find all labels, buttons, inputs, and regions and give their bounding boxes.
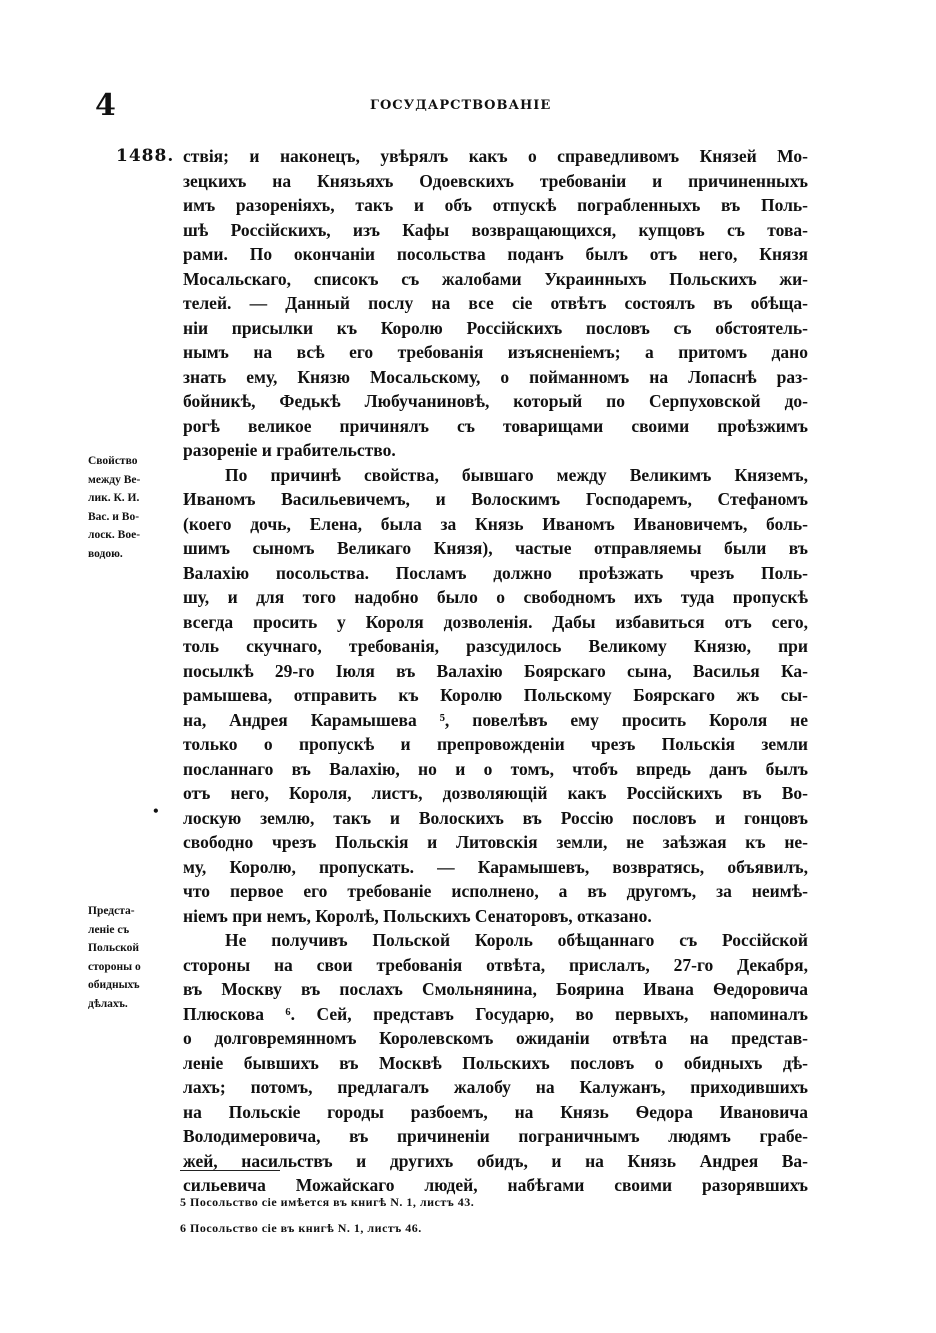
body-line: Володимеровича, въ причиненіи пограничнымъ людямъ грабе- <box>183 1126 808 1146</box>
body-line: на Польскіе городы разбоемъ, на Князь Ѳедора Ивановича <box>183 1101 808 1122</box>
margin-note-line: между Ве- <box>88 473 141 486</box>
body-line: Мосальскаго, списокъ съ жалобами Украинныхъ Польскихъ жи- <box>183 268 808 289</box>
margin-bullet: • <box>152 804 160 818</box>
body-line: на, Андрея Карамышева ⁵, повелѣвъ ему просить Короля не <box>183 709 808 730</box>
body-line: нымъ на всѣ его требованія изъясненіемъ; а притомъ дано <box>183 342 808 362</box>
body-line: сильевича Можайскаго людей, набѣгами своими разорявшихъ <box>183 1175 808 1195</box>
body-line: рогѣ великое причинялъ съ товарищами своими проѣзжимъ <box>183 415 808 436</box>
body-line: стороны на свои требованія отвѣта, прислалъ, 27-го Декабря, <box>183 954 808 975</box>
body-line: отъ него, Короля, листъ, дозволяющій какъ Россійскихъ въ Во- <box>183 783 808 803</box>
body-line: Валахію посольства. Посламъ должно проѣзжать чрезъ Поль- <box>183 562 808 583</box>
margin-note-line: Свойство <box>88 455 138 467</box>
body-line: посланнаго въ Валахію, но и о томъ, чтобъ впредь данъ былъ <box>183 758 808 779</box>
body-line: По причинѣ свойства, бывшаго между Великимъ Княземъ, <box>225 464 808 485</box>
margin-note-line: дѣлахъ. <box>88 997 128 1010</box>
body-line: (коего дочь, Елена, была за Князь Иваномъ Ивановичемъ, боль- <box>183 513 808 534</box>
margin-note-line: лик. К. И. <box>88 492 140 504</box>
footnote-5: 5 Посольство сіе имѣется въ книгѣ N. 1, листъ 43. <box>180 1195 475 1209</box>
margin-note-line: водою. <box>88 547 123 560</box>
body-line: разореніе и грабительство. <box>183 440 396 460</box>
footnote-6: 6 Посольство сіе въ книгѣ N. 1, листъ 46. <box>180 1221 422 1235</box>
body-line: ніемъ при немъ, Королѣ, Польскихъ Сенаторовъ, отказано. <box>183 905 652 926</box>
body-line: зецкихъ на Князьяхъ Одоевскихъ требованіи и причиненныхъ <box>183 170 808 191</box>
page-number: 4 <box>95 88 116 123</box>
body-line: шу, и для того надобно было о свободномъ ихъ туда пропускѣ <box>183 587 808 607</box>
body-line: Не получивъ Польской Король обѣщаннаго съ Россійской <box>225 930 808 950</box>
year-marker: 1488. <box>116 146 175 166</box>
body-line: лоскую землю, такъ и Волоскихъ въ Россію пословъ и гонцовъ <box>183 807 808 828</box>
body-line: леніе бывшихъ въ Москвѣ Польскихъ пословъ о обидныхъ дѣ- <box>183 1052 808 1073</box>
body-line: имъ разореніяхъ, такъ и объ отпускѣ пограбленныхъ въ Поль- <box>183 195 808 215</box>
body-line: му, Королю, пропускать. — Карамышевъ, возвратясь, объявилъ, <box>183 856 808 877</box>
margin-note-line: лоск. Вое- <box>88 529 141 541</box>
margin-note-line: Вас. и Во- <box>88 510 140 523</box>
body-line: о долговремянномъ Королевскомъ ожиданіи отвѣта на представ- <box>183 1028 808 1048</box>
margin-note-line: стороны о <box>88 960 141 973</box>
body-line: бойникѣ, Федькѣ Любучаниновѣ, который по Серпуховской до- <box>183 391 808 411</box>
margin-note-line: обидныхъ <box>88 979 140 991</box>
body-line: ніи присылки къ Королю Россійскихъ пословъ съ обстоятель- <box>183 317 808 338</box>
body-line: толь скучнаго, требованія, разсудилось Великому Князю, при <box>183 636 808 656</box>
footnote-rule <box>180 1170 280 1171</box>
margin-note-line: леніе съ <box>88 923 130 936</box>
body-line: въ Москву въ послахъ Смольнянина, Боярина Ивана Ѳедоровича <box>183 979 808 999</box>
body-line: ствія; и наконецъ, увѣрялъ какъ о справедливомъ Князей Мо- <box>183 146 808 166</box>
body-line: свободно чрезъ Польскія и Литовскія земли, не заѣзжая къ не- <box>183 832 808 852</box>
margin-note-line: Польской <box>88 942 140 954</box>
body-line: лахъ; потомъ, предлагалъ жалобу на Калужанъ, приходившихъ <box>183 1077 808 1097</box>
body-line: шимъ сыномъ Великаго Князя), частые отправляемы были въ <box>183 538 808 558</box>
body-line: всегда просить у Короля дозволенія. Дабы избавиться отъ сего, <box>183 611 808 632</box>
body-line: шѣ Россійскихъ, изъ Кафы возвращающихся, купцовъ съ това- <box>183 219 808 240</box>
body-line: рамышева, отправить къ Королю Польскому Боярскаго жъ сы- <box>183 685 808 705</box>
running-head: ГОСУДАРСТВОВАНІЕ <box>370 98 552 113</box>
body-line: телей. — Данный послу на все сіе отвѣтъ состоялъ въ обѣща- <box>183 293 808 313</box>
body-line: что первое его требованіе исполнено, а въ другомъ, за неимѣ- <box>183 881 808 901</box>
body-line: знать ему, Князю Мосальскому, о пойманномъ на Лопаснѣ раз- <box>183 366 808 387</box>
body-line: посылкѣ 29-го Іюля въ Валахію Боярскаго сына, Василья Ка- <box>183 660 808 681</box>
body-line: рами. По окончаніи посольства поданъ былъ отъ него, Князя <box>183 244 808 264</box>
body-line: Плюскова ⁶. Сей, представъ Государю, во первыхъ, напоминалъ <box>183 1003 808 1024</box>
body-line: жей, насильствъ и другихъ обидъ, и на Князь Андрея Ва- <box>183 1150 808 1171</box>
margin-note-line: Предста- <box>88 905 135 917</box>
body-line: Иваномъ Васильевичемъ, и Волоскимъ Господаремъ, Стефаномъ <box>183 489 808 509</box>
body-line: только о пропускѣ и препровожденіи чрезъ Польскія земли <box>183 734 808 754</box>
